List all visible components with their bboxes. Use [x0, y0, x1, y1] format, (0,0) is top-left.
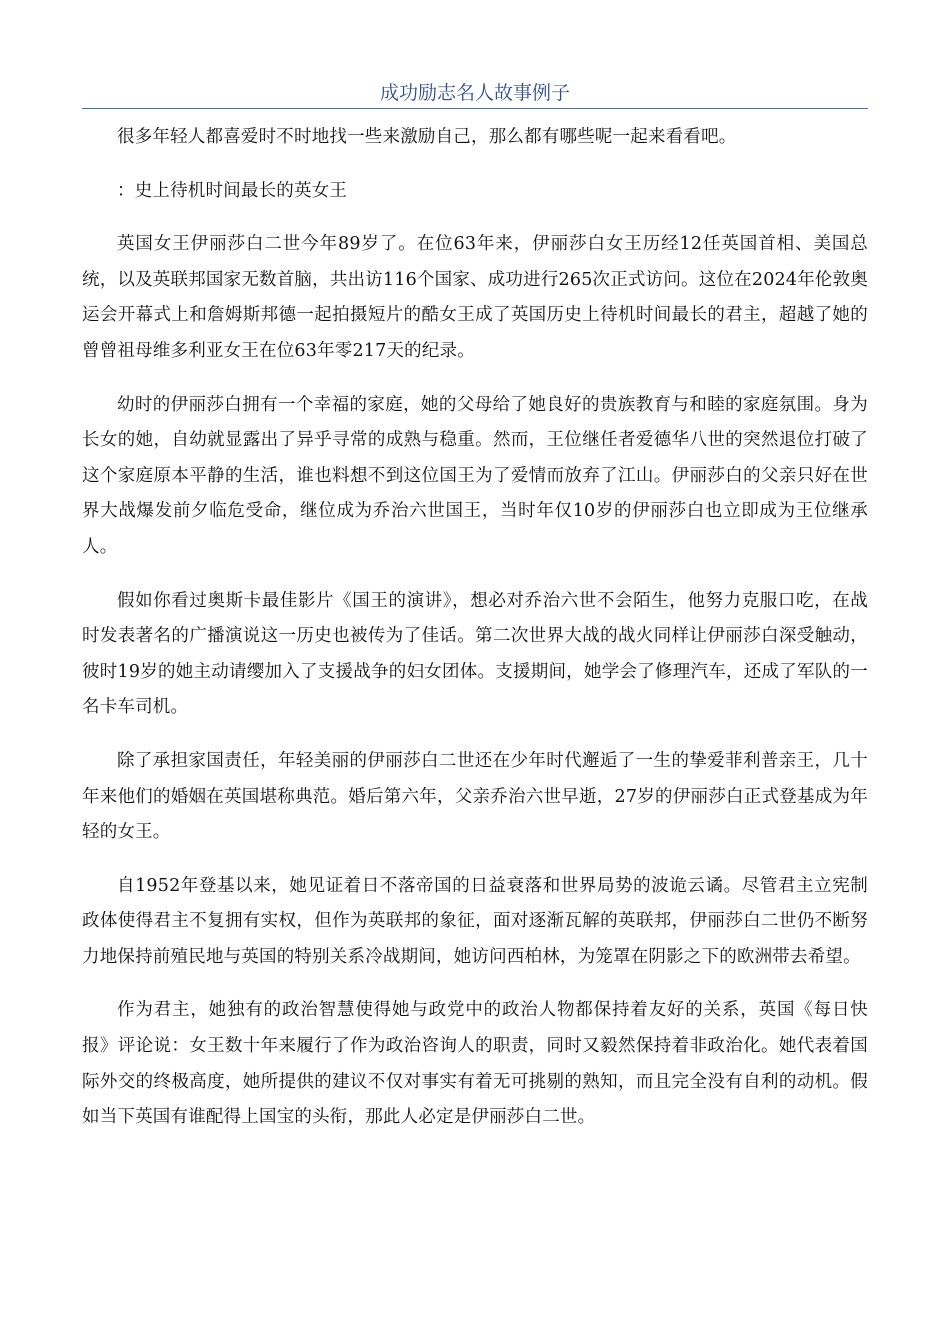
page-header-title: 成功励志名人故事例子 — [379, 82, 570, 104]
body-paragraph-2: 幼时的伊丽莎白拥有一个幸福的家庭，她的父母给了她良好的贵族教育与和睦的家庭氛围。身为长女的她，自幼就显露出了异乎寻常的成熟与稳重。然而，王位继任者爱德华八世的突然退位打破了这个家庭原本平静的生活，谁也料想不到这位国王为了爱情而放弃了江山。伊丽莎白的父亲只好在世界大战爆发前夕临危受命，继位成为乔治六世国王，当时年仅10岁的伊丽莎白也立即成为王位继承人。 — [82, 394, 868, 557]
body-paragraph-1: 英国女王伊丽莎白二世今年89岁了。在位63年来，伊丽莎白女王历经12任英国首相、美国总统，以及英联邦国家无数首脑，共出访116个国家、成功进行265次正式访问。这位在2024年伦敦奥运会开幕式上和詹姆斯邦德一起拍摄短片的酷女王成了英国历史上待机时间最长的君主，超越了她的曾曾祖母维多利亚女王在位63年零217天的纪录。 — [82, 234, 868, 361]
body-paragraph-6: 作为君主，她独有的政治智慧使得她与政党中的政治人物都保持着友好的关系，英国《每日快报》评论说：女王数十年来履行了作为政治咨询人的职责，同时又毅然保持着非政治化。她代表着国际外交的终极高度，她所提供的建议不仅对事实有着无可挑剔的熟知，而且完全没有自利的动机。假如当下英国有谁配得上国宝的头衔，那此人必定是伊丽莎白二世。 — [82, 1000, 868, 1128]
body-paragraph-3: 假如你看过奥斯卡最佳影片《国王的演讲》，想必对乔治六世不会陌生，他努力克服口吃，在战时发表著名的广播演说这一历史也被传为了佳话。第二次世界大战的战火同样让伊丽莎白深受触动，彼时19岁的她主动请缨加入了支援战争的妇女团体。支援期间，她学会了修理汽车，还成了军队的一名卡车司机。 — [82, 590, 868, 718]
header-divider — [82, 108, 868, 109]
document-body — [82, 120, 868, 1154]
intro-paragraph: 很多年轻人都喜爱时不时地找一些来激励自己，那么都有哪些呢一起来看看吧。 — [117, 127, 737, 147]
body-paragraph-5: 自1952年登基以来，她见证着日不落帝国的日益衰落和世界局势的波诡云谲。尽管君主立宪制政体使得君主不复拥有实权，但作为英联邦的象征，面对逐渐瓦解的英联邦，伊丽莎白二世仍不断努力地保持前殖民地与英国的特别关系冷战期间，她访问西柏林，为笼罩在阴影之下的欧洲带去希望。 — [82, 875, 868, 967]
body-paragraph-4: 除了承担家国责任，年轻美丽的伊丽莎白二世还在少年时代邂逅了一生的挚爱菲利普亲王，几十年来他们的婚姻在英国堪称典范。婚后第六年，父亲乔治六世早逝，27岁的伊丽莎白正式登基成为年轻的女王。 — [82, 750, 868, 843]
section-heading: ：史上待机时间最长的英女王 — [117, 180, 348, 201]
